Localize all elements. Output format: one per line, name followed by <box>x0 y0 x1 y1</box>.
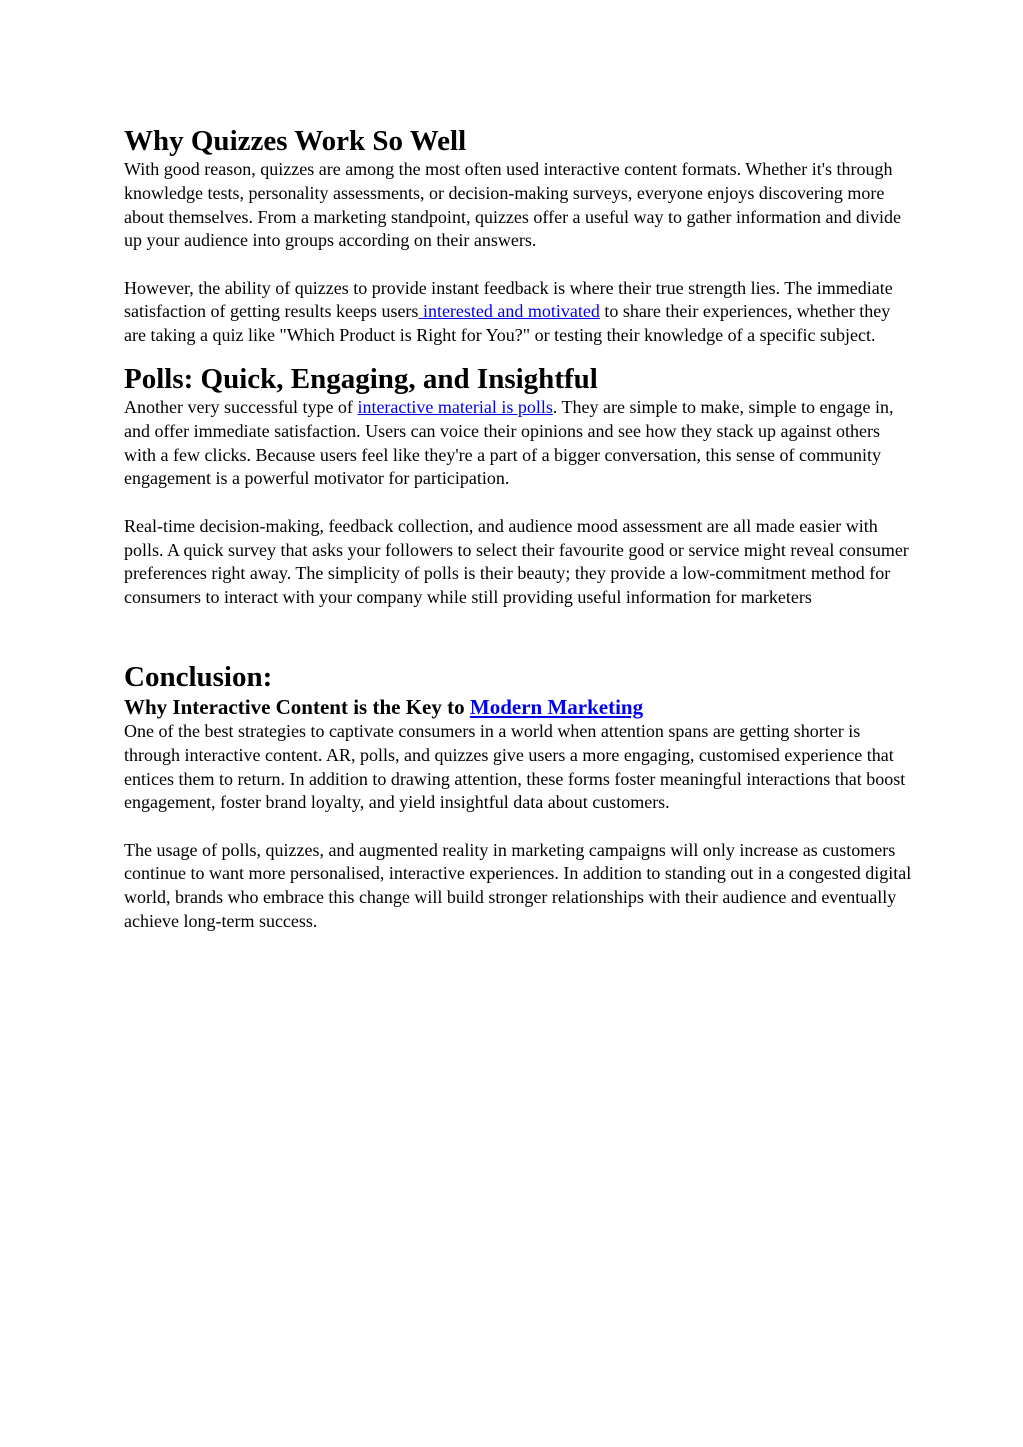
subheading-text-before: Why Interactive Content is the Key to <box>124 694 470 719</box>
section-conclusion <box>124 660 914 934</box>
quizzes-p2-text-before: However, the ability of quizzes to provide instant feedback is where their true strength lies. The immediate satisfaction of getting results keeps users <box>124 277 893 322</box>
polls-paragraph-1 <box>124 396 914 491</box>
conclusion-paragraph-1: One of the best strategies to captivate consumers in a world when attention spans are getting shorter is through interactive content. AR, polls, and quizzes give users a more engaging, customised experience that entices them to return. In addition to drawing attention, these forms foster meaningful interactions that boost engagement, foster brand loyalty, and yield insightful data about customers. <box>124 720 906 813</box>
heading-quizzes: Why Quizzes Work So Well <box>124 125 467 157</box>
heading-polls: Polls: Quick, Engaging, and Insightful <box>124 363 598 396</box>
link-interested-and-motivated[interactable]: interested and motivated <box>418 301 600 322</box>
conclusion-paragraph-2: The usage of polls, quizzes, and augmented reality in marketing campaigns will only increase as customers continue to want more personalised, interactive experiences. In addition to standing out in a congested digital world, brands who embrace this change will build stronger relationships with their audience and eventually achieve long-term success. <box>124 839 912 932</box>
section-polls <box>124 362 914 610</box>
heading-conclusion: Conclusion: <box>124 660 273 693</box>
section-quizzes <box>124 124 914 348</box>
polls-p1-text-before: Another very successful type of <box>124 397 358 418</box>
subheading-conclusion <box>124 694 914 720</box>
document-page <box>124 124 914 934</box>
quizzes-paragraph-2 <box>124 277 914 348</box>
polls-p1-text-after: . They are simple to make, simple to engage in, and offer immediate satisfaction. Users can voice their opinions and see how they stack up against others with a few clicks. Because users feel like they're a part of a bigger conversation, this sense of community engagement is a powerful motivator for participation. <box>124 397 894 489</box>
quizzes-paragraph-1: With good reason, quizzes are among the most often used interactive content formats. Whether it's through knowledge tests, personality assessments, or decision-making surveys, everyone enjoys discovering more about themselves. From a marketing standpoint, quizzes offer a useful way to gather information and divide up your audience into groups according on their answers. <box>124 159 901 251</box>
quizzes-p2-text-after: to share their experiences, whether they are taking a quiz like "Which Product is Right for You?" or testing their knowledge of a specific subject. <box>124 301 891 346</box>
link-modern-marketing[interactable]: Modern Marketing <box>469 694 644 719</box>
polls-paragraph-2: Real-time decision-making, feedback collection, and audience mood assessment are all made easier with polls. A quick survey that asks your followers to select their favourite good or service might reveal consumer preferences right away. The simplicity of polls is their beauty; they provide a low-commitment method for consumers to interact with your company while still providing useful information for marketers <box>124 515 909 608</box>
link-interactive-material-is-polls[interactable]: interactive material is polls <box>357 397 553 418</box>
